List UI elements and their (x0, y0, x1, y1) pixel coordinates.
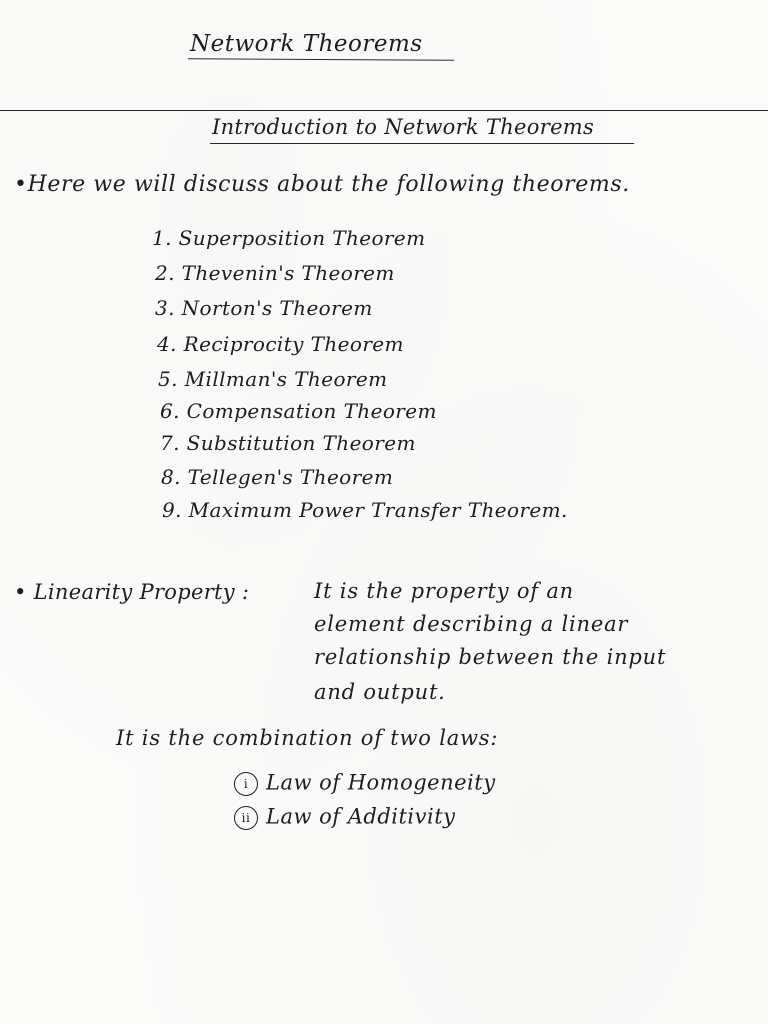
roman-numeral-marker: i (234, 772, 258, 796)
section-heading: Introduction to Network Theorems (212, 115, 595, 139)
title-underline (188, 58, 454, 60)
intro-text: •Here we will discuss about the following theorems. (14, 172, 630, 197)
theorem-item: 8. Tellegen's Theorem (161, 465, 394, 489)
combination-text: It is the combination of two laws: (116, 726, 499, 750)
section-heading-underline (210, 143, 634, 144)
linearity-definition-line: It is the property of an (314, 579, 574, 603)
linearity-definition-line: relationship between the input (314, 645, 667, 669)
law-text: Law of Homogeneity (266, 770, 496, 795)
theorem-item: 4. Reciprocity Theorem (157, 332, 404, 356)
law-item (234, 772, 496, 796)
linearity-definition-line: and output. (314, 680, 446, 704)
roman-numeral-marker: ii (234, 806, 258, 830)
theorem-item: 1. Superposition Theorem (152, 226, 426, 250)
theorem-item: 5. Millman's Theorem (158, 367, 388, 391)
page-divider (0, 110, 768, 111)
law-text: Law of Additivity (266, 804, 456, 829)
page-title: Network Theorems (190, 31, 423, 57)
theorem-item: 7. Substitution Theorem (160, 431, 416, 455)
theorem-item: 3. Norton's Theorem (155, 296, 373, 320)
theorem-item: 9. Maximum Power Transfer Theorem. (162, 498, 568, 522)
law-item (234, 806, 456, 830)
linearity-property-label: • Linearity Property : (14, 580, 250, 604)
theorem-item: 6. Compensation Theorem (160, 399, 437, 423)
theorem-item: 2. Thevenin's Theorem (155, 261, 395, 285)
linearity-definition-line: element describing a linear (314, 612, 629, 636)
